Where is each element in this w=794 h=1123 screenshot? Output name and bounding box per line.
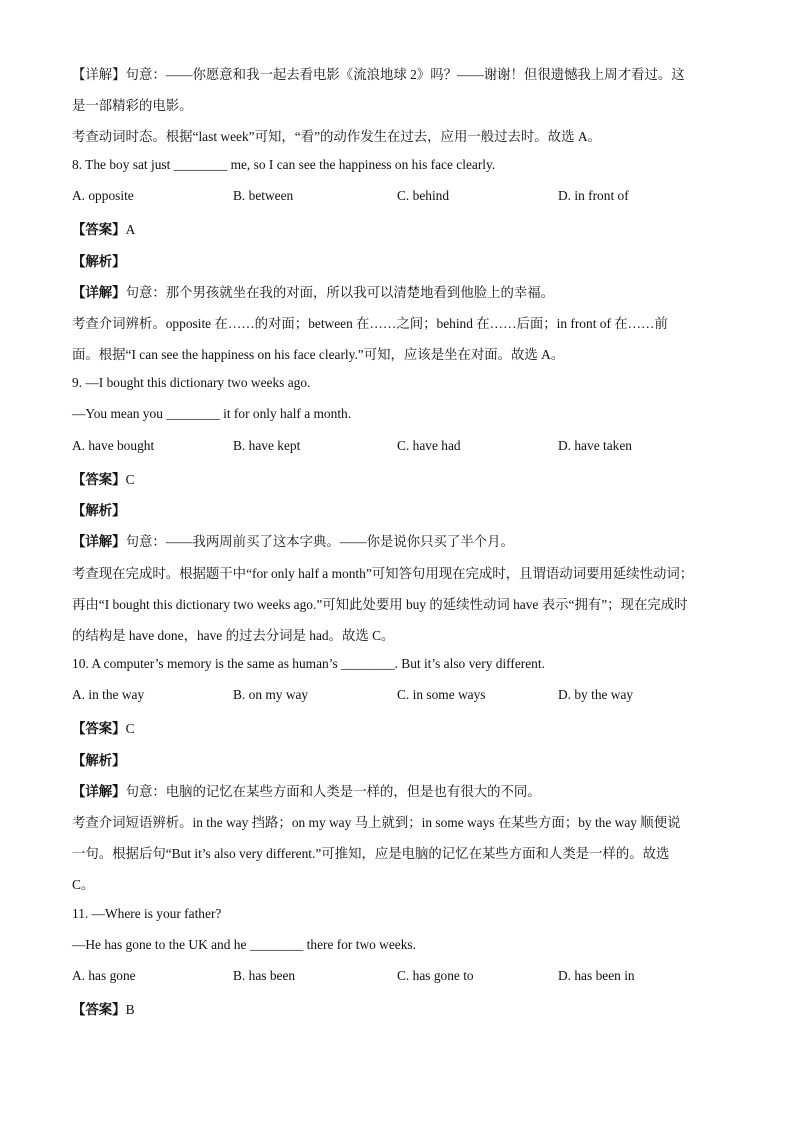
q8-detail	[72, 282, 554, 301]
answer-tag: 【答案】	[72, 1002, 126, 1017]
q11-answer	[72, 999, 135, 1018]
q9-option-c: C. have had	[397, 438, 461, 453]
q9-explanation-2: 再由“I bought this dictionary two weeks ago.”可知此处要用 buy 的延续性动词 have 表示“拥有”；现在完成时	[72, 597, 688, 612]
q8-option-a: A. opposite	[72, 188, 134, 203]
q8-option-c: C. behind	[397, 188, 450, 203]
q8-option-b: B. between	[233, 188, 294, 203]
q7-detail-line-2: 是一部精彩的电影。	[72, 98, 193, 113]
q11-option-c: C. has gone to	[397, 968, 474, 983]
q10-explanation-3: C。	[72, 877, 95, 892]
q11-option-d: D. has been in	[558, 968, 635, 983]
q8-explanation-1: 考查介词辨析。opposite 在……的对面；between 在……之间；behind 在……后面；in front of 在……前	[72, 316, 668, 331]
q9-option-d: D. have taken	[558, 438, 632, 453]
q10-analysis-tag: 【解析】	[72, 753, 126, 768]
q8-explanation-2: 面。根据“I can see the happiness on his face clearly.”可知，应该是坐在对面。故选 A。	[72, 347, 565, 362]
answer-value: C	[125, 472, 135, 487]
q10-option-a: A. in the way	[72, 687, 145, 702]
q9-option-a: A. have bought	[72, 438, 155, 453]
detail-tag: 【详解】	[72, 534, 126, 549]
detail-text: 句意：那个男孩就坐在我的对面，所以我可以清楚地看到他脸上的幸福。	[125, 285, 555, 300]
answer-tag: 【答案】	[72, 721, 126, 736]
q10-option-d: D. by the way	[558, 687, 634, 702]
q9-option-b: B. have kept	[233, 438, 301, 453]
q7-detail-line-1	[72, 64, 685, 83]
q8-answer	[72, 219, 135, 238]
q9-explanation-1: 考查现在完成时。根据题干中“for only half a month”可知答句用现在完成时，且谓语动词要用延续性动词；	[72, 566, 694, 581]
q9-detail	[72, 531, 514, 550]
q11-option-a: A. has gone	[72, 968, 136, 983]
q10-option-c: C. in some ways	[397, 687, 486, 702]
detail-tag: 【详解】	[72, 784, 126, 799]
q11-option-b: B. has been	[233, 968, 296, 983]
q7-explanation: 考查动词时态。根据“last week”可知，“看”的动作发生在过去，应用一般过去时。故选 A。	[72, 129, 601, 144]
q10-option-b: B. on my way	[233, 687, 309, 702]
answer-value: A	[125, 222, 136, 237]
q11-stem-2: —He has gone to the UK and he ________ there for two weeks.	[72, 937, 416, 952]
q8-option-d: D. in front of	[558, 188, 629, 203]
detail-text: 句意：电脑的记忆在某些方面和人类是一样的，但是也有很大的不同。	[125, 784, 541, 799]
detail-tag: 【详解】	[72, 285, 126, 300]
q9-stem-1: 9. —I bought this dictionary two weeks ago.	[72, 375, 311, 390]
q8-stem: 8. The boy sat just ________ me, so I can see the happiness on his face clearly.	[72, 157, 496, 172]
q7-detail-text-1: 【详解】句意：——你愿意和我一起去看电影《流浪地球 2》吗？——谢谢！但很遗憾我上周才看过。这	[72, 67, 685, 82]
q10-answer	[72, 718, 135, 737]
answer-tag: 【答案】	[72, 472, 126, 487]
q9-stem-2: —You mean you ________ it for only half a month.	[72, 406, 352, 421]
q9-explanation-3: 的结构是 have done，have 的过去分词是 had。故选 C。	[72, 628, 395, 643]
q10-stem: 10. A computer’s memory is the same as human’s ________. But it’s also very different.	[72, 656, 545, 671]
q10-detail	[72, 781, 541, 800]
q10-explanation-1: 考查介词短语辨析。in the way 挡路；on my way 马上就到；in some ways 在某些方面；by the way 顺便说	[72, 815, 681, 830]
detail-text: 句意：——我两周前买了这本字典。——你是说你只买了半个月。	[125, 534, 514, 549]
q8-analysis-tag: 【解析】	[72, 254, 126, 269]
q9-analysis-tag: 【解析】	[72, 503, 126, 518]
answer-value: C	[125, 721, 135, 736]
answer-value: B	[125, 1002, 135, 1017]
answer-tag: 【答案】	[72, 222, 126, 237]
q9-answer	[72, 469, 135, 488]
q11-stem-1: 11. —Where is your father?	[72, 906, 222, 921]
q10-explanation-2: 一句。根据后句“But it’s also very different.”可推知，应是电脑的记忆在某些方面和人类是一样的。故选	[72, 846, 670, 861]
